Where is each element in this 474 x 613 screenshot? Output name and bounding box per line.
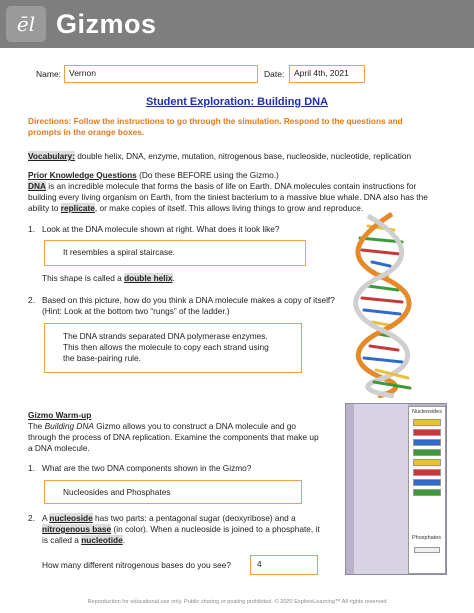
answer-line-1: The DNA strands separated DNA polymerase enzymes. [63,331,268,341]
name-label: Name: [36,69,62,79]
term-replicate: replicate [60,203,95,213]
dna-helix-image [338,212,428,398]
answer-box-1[interactable]: It resembles a spiral staircase. [44,240,306,266]
bases-question: How many different nitrogenous bases do you see? [42,560,231,570]
directions-text: Directions: Follow the instructions to go through the simulation. Respond to the questions and prompts in the orange boxes. [28,116,403,137]
prior-paragraph-line-1 [28,181,416,192]
answer-box-4[interactable]: 4 [250,555,318,575]
nucleoside-green[interactable] [413,489,441,496]
date-field[interactable]: April 4th, 2021 [289,65,365,83]
prior-knowledge-heading [28,170,279,181]
question-text: What are the two DNA components shown in the Gizmo? [42,463,252,473]
question-number: 2. [28,513,35,523]
q4-text: is called a [42,535,82,545]
base-pair-rung [362,250,400,254]
question-line-1 [42,513,296,524]
nucleoside-blue[interactable] [413,479,441,486]
prior-paragraph-line-2: building every living organism on Earth, from the tiniest bacterium to a massive blue whale. DNA also has the [28,192,428,202]
base-pair-rung [362,298,402,302]
base-pair-rung [372,262,390,266]
question-number: 2. [28,295,35,305]
term-nucleoside: nucleoside [49,513,93,523]
base-pair-rung [364,358,402,362]
question-text: Look at the DNA molecule shown at right. What does it look like? [42,224,280,234]
double-helix-note [42,273,175,284]
nucleoside-green[interactable] [413,449,441,456]
q4-text: has two parts: a pentagonal sugar (deoxyribose) and a [92,513,296,523]
prior-text-1: is an incredible molecule that forms the basis of life on Earth. DNA molecules contain instructions for [45,181,417,191]
base-pair-rung [370,346,398,350]
question-number: 1. [28,224,35,234]
term-nitrogenous-base: nitrogenous base [42,524,112,534]
question-line-3 [42,535,125,546]
term-double-helix: double helix [124,273,173,283]
warmup-line-2: through the process of DNA replication. Examine the components that make up [28,432,319,442]
term-nucleotide: nucleotide [81,535,123,545]
vocabulary-terms: double helix, DNA, enzyme, mutation, nitrogenous base, nucleoside, nucleotide, replication [74,151,412,161]
prior-text-3a: ability to [28,203,61,213]
nucleoside-blue[interactable] [413,439,441,446]
term-dna: DNA [28,181,46,191]
gizmo-workspace [354,404,408,575]
phosphate-bin[interactable] [414,547,440,553]
question-3 [28,463,328,475]
base-pair-rung [368,286,398,290]
q4-text: (in color). When a nucleoside is joined to a phosphate, it [111,524,320,534]
answer-box-3[interactable]: Nucleosides and Phosphates [44,480,302,504]
nucleoside-yellow[interactable] [413,419,441,426]
nucleoside-red[interactable] [413,429,441,436]
warmup-title: Gizmo Warm-up [28,410,92,420]
question-2 [28,295,368,319]
prior-text-3b: , or make copies of itself. This allows living things to grow and reproduce. [94,203,364,213]
question-text-line-1: Based on this picture, how do you think a DNA molecule makes a copy of itself? [42,295,335,305]
note-period: . [172,273,175,283]
question-text-line-2: (Hint: Look at the bottom two “rungs” of the ladder.) [42,306,230,316]
page-title: Student Exploration: Building DNA [145,96,329,108]
nucleoside-bin[interactable] [413,419,441,499]
date-label: Date: [264,69,285,79]
name-field[interactable]: Vernon [64,65,258,83]
answer-line-3: the base-pairing rule. [63,353,141,363]
question-1 [28,224,348,236]
warmup-text: Gizmo allows you to construct a DNA molecule and go [93,421,296,431]
answer-box-2[interactable] [44,323,302,373]
warmup-text: The [28,421,45,431]
gizmo-name: Building DNA [44,421,94,431]
vocabulary-label: Vocabulary: [28,151,75,161]
gizmo-screenshot [345,403,447,575]
copyright-footer: Reproduction for educational use only. Public sharing or posting prohibited. © 2020 ExploreLearning™ All rights reserved [87,599,387,605]
gizmo-parts-panel [408,406,446,574]
warmup-line-1 [28,421,296,432]
base-pair-rung [364,310,400,314]
explorelearning-logo: ēl [6,6,46,42]
gizmos-brand: Gizmos [56,9,157,39]
question-line-2 [42,524,320,535]
q4-text: . [122,535,126,545]
prior-paragraph-line-3 [28,203,363,214]
note-text: This shape is called a [42,273,125,283]
question-number: 1. [28,463,35,473]
warmup-line-3: a DNA molecule. [28,443,90,453]
nucleoside-red[interactable] [413,469,441,476]
answer-line-2: This then allows the molecule to copy each strand using [63,342,269,352]
vocabulary-line [28,151,411,162]
header-bar [0,0,474,48]
prior-knowledge-note: (Do these BEFORE using the Gizmo.) [136,170,279,180]
q4-text: A [42,513,50,523]
nucleosides-label: Nucleosides [412,409,442,415]
warmup-heading [28,410,91,421]
phosphates-label: Phosphates [412,535,442,541]
question-4 [28,513,328,549]
nucleoside-yellow[interactable] [413,459,441,466]
prior-knowledge-title: Prior Knowledge Questions [28,170,137,180]
